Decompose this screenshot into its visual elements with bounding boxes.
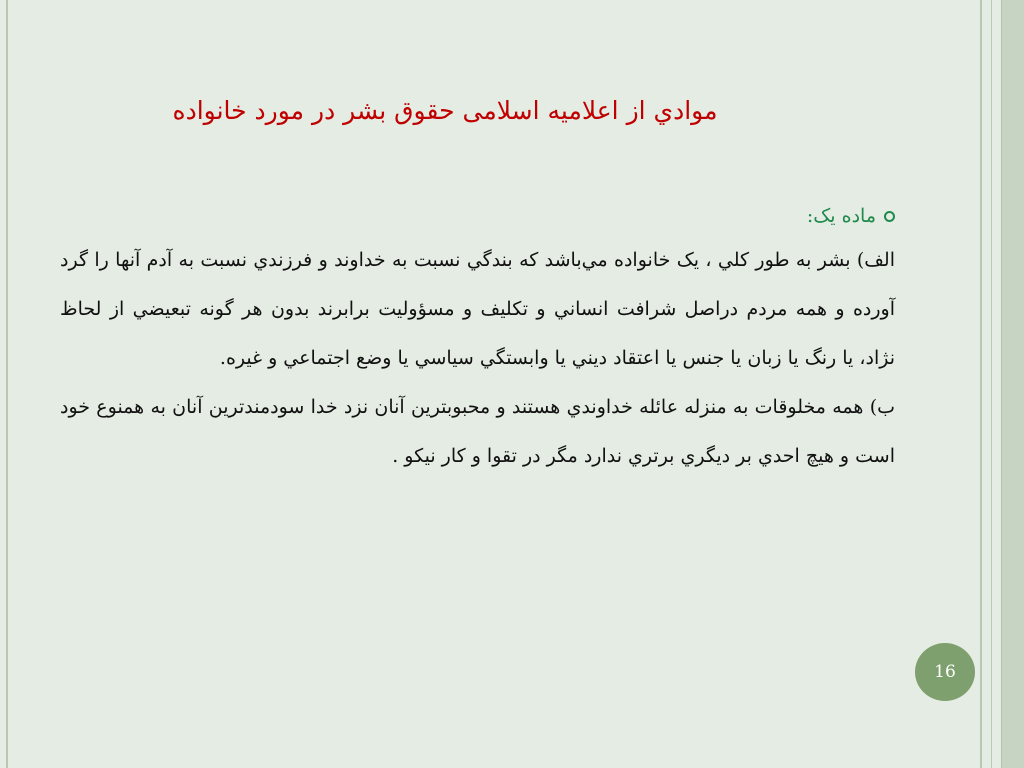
slide-title: موادي از اعلاميه اسلامی حقوق بشر در مورد خانواده [172, 96, 718, 125]
article-heading [60, 196, 895, 236]
right-decorative-stripe [1001, 0, 1024, 768]
right-border-line [980, 0, 982, 768]
left-border-line [6, 0, 8, 768]
slide-body [60, 196, 895, 481]
paragraph-a: الف) بشر به طور كلي ، يک خانواده مي‌باشد كه بندگي نسبت به خداوند و فرزندي نسبت به آدم آنها را گرد آورده و همه مردم دراصل شرافت انساني و تكليف و مسؤوليت برابرند بدون هر گونه تبعيضي از لحاظ نژاد، يا رنگ يا زبان يا جنس يا اعتقاد ديني يا وابستگي سياسي يا وضع اجتماعي و غيره. [60, 249, 895, 369]
article-heading-text: ماده یک: [806, 205, 876, 227]
page-number: 16 [934, 662, 956, 682]
page-number-badge [915, 643, 975, 701]
circle-bullet-icon [884, 211, 895, 222]
right-border-line-inner [991, 0, 992, 768]
paragraph-b: ب) همه مخلوقات به منزله عائله خداوندي هستند و محبوبترين آنان نزد خدا سودمندترين آنان به همنوع خود است و هيچ احدي بر ديگري برتري ندارد مگر در تقوا و كار نيكو . [60, 396, 895, 467]
